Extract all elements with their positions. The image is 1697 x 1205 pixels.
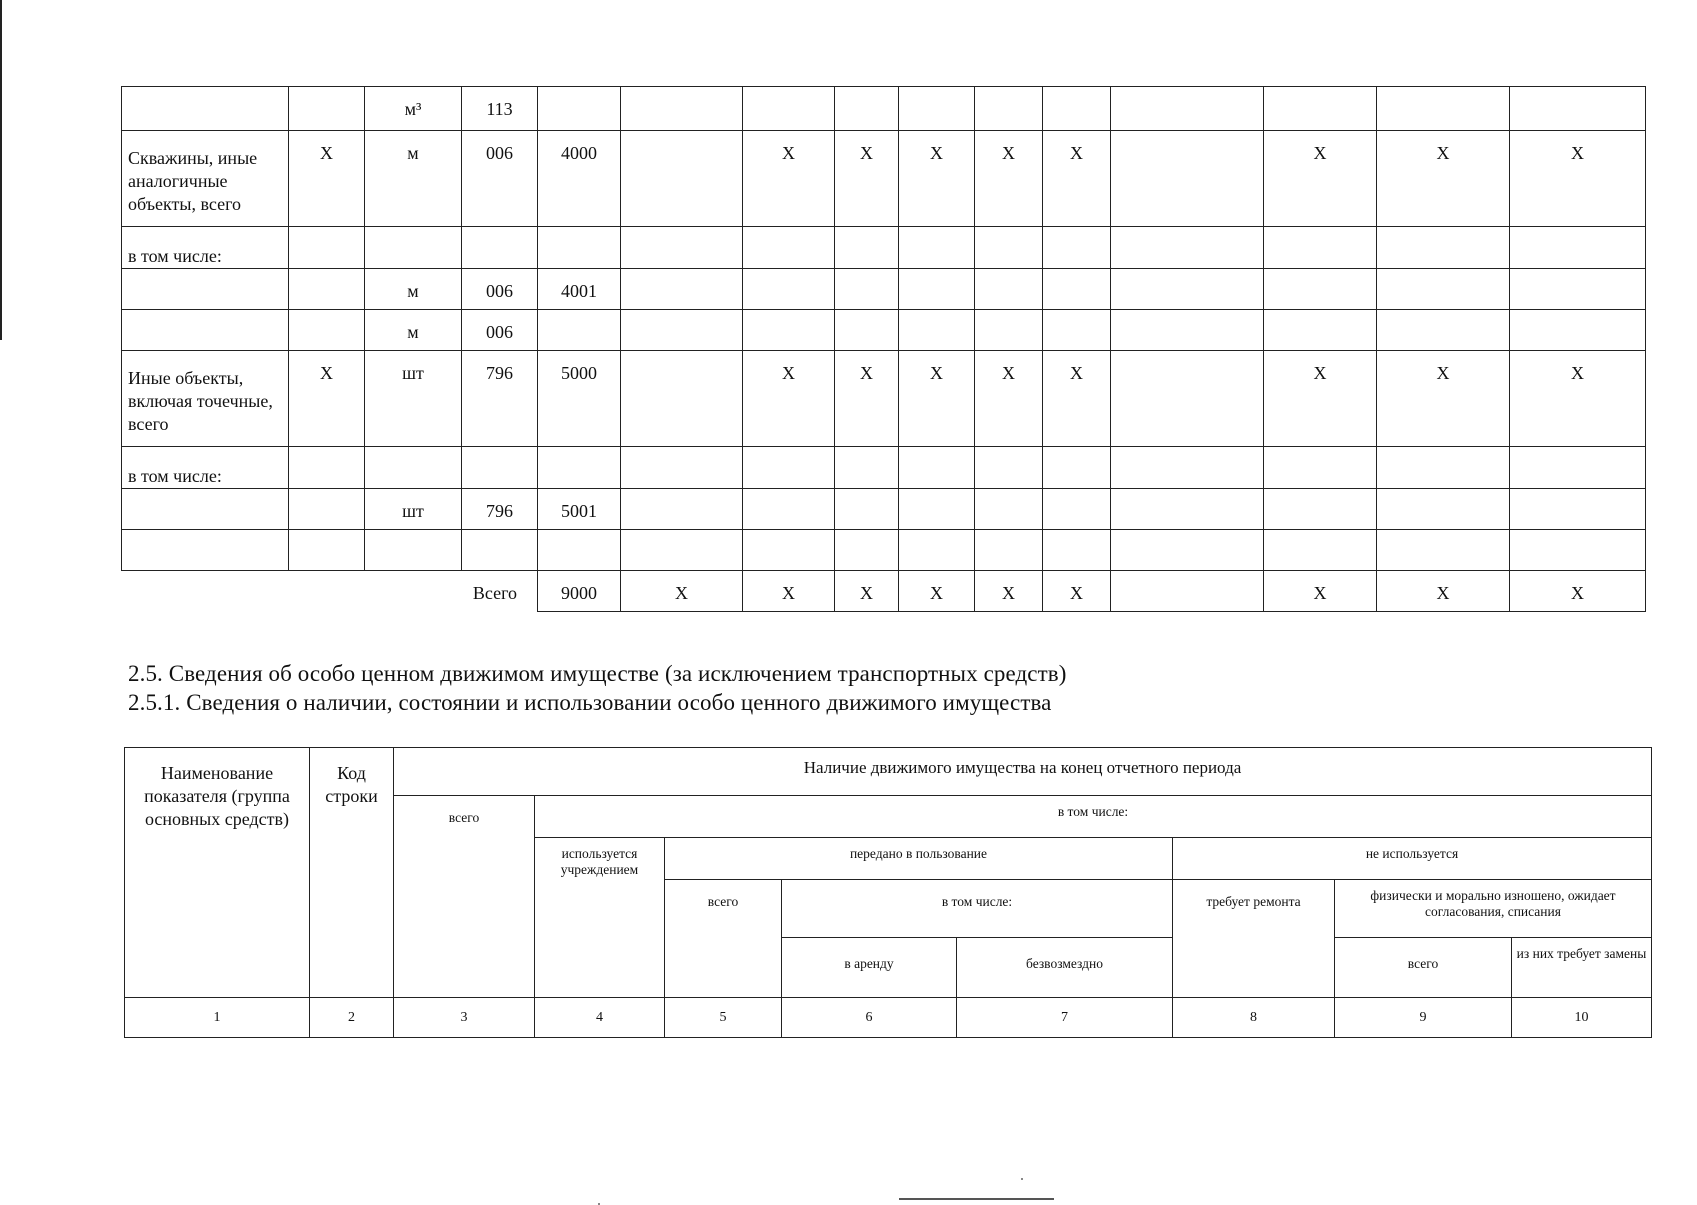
cell-unit: шт: [365, 351, 462, 447]
header-indicator-name: Наименование показателя (группа основных средств): [125, 748, 310, 998]
table-cell: X: [743, 351, 835, 447]
cell-x-mark: X: [835, 571, 899, 612]
total-label: Всего: [122, 571, 538, 612]
col-number: 10: [1512, 998, 1652, 1038]
table-row-total: [122, 571, 1646, 612]
table-row: [122, 310, 1646, 351]
table-cell: [1111, 489, 1264, 530]
table-cell: [835, 447, 899, 489]
header-used-by-institution: используется учреждением: [535, 838, 665, 998]
table-cell: [1111, 87, 1264, 131]
table-cell: [1264, 227, 1377, 269]
table-cell: [621, 227, 743, 269]
table-row: [122, 227, 1646, 269]
col-number: 7: [957, 998, 1173, 1038]
cell-x-mark: X: [621, 571, 743, 612]
cell-x-mark: X: [289, 351, 365, 447]
cell-row-code: 5000: [538, 351, 621, 447]
cell-okei-code: 006: [462, 131, 538, 227]
table-cell: [1510, 489, 1646, 530]
table-cell: [1043, 447, 1111, 489]
table-cell: [835, 269, 899, 310]
table-immovable-objects: [121, 86, 1646, 612]
table-cell: [743, 530, 835, 571]
cell-x-mark: [289, 227, 365, 269]
header-row-code: Код строки: [310, 748, 394, 998]
cell-unit: шт: [365, 489, 462, 530]
header-free-of-charge: безвозмездно: [957, 938, 1173, 998]
header-needs-replacement: из них требует замены: [1512, 938, 1652, 998]
cell-indicator-name: [122, 530, 289, 571]
cell-x-mark: [289, 310, 365, 351]
cell-indicator-name: в том числе:: [122, 227, 289, 269]
table-cell: X: [975, 351, 1043, 447]
table-cell: [1264, 269, 1377, 310]
cell-indicator-name: [122, 489, 289, 530]
table-cell: [1264, 530, 1377, 571]
table-row: [122, 131, 1646, 227]
cell-row-code: [538, 530, 621, 571]
table-cell: [1377, 310, 1510, 351]
table-cell: [621, 131, 743, 227]
header-transferred: передано в пользование: [665, 838, 1173, 880]
table-cell: [743, 269, 835, 310]
table-cell: X: [1510, 351, 1646, 447]
table-cell: [1510, 530, 1646, 571]
table-cell: X: [1264, 351, 1377, 447]
cell-indicator-name: [122, 310, 289, 351]
table-cell: X: [899, 131, 975, 227]
table-cell: [899, 310, 975, 351]
header-transferred-including: в том числе:: [782, 880, 1173, 938]
table-cell: X: [835, 351, 899, 447]
table-cell: [1111, 131, 1264, 227]
cell-row-code: [538, 87, 621, 131]
table-cell: [1111, 447, 1264, 489]
table-cell: [835, 530, 899, 571]
col-number: 9: [1335, 998, 1512, 1038]
cell-row-code: 4000: [538, 131, 621, 227]
cell-row-code: 5001: [538, 489, 621, 530]
cell-unit: м³: [365, 87, 462, 131]
cell-okei-code: 796: [462, 351, 538, 447]
cell-x-mark: [289, 269, 365, 310]
cell-okei-code: 006: [462, 269, 538, 310]
table-cell: [1043, 227, 1111, 269]
cell-indicator-name: [122, 87, 289, 131]
table-cell: [1377, 269, 1510, 310]
cell-okei-code: [462, 530, 538, 571]
table-cell: [1510, 310, 1646, 351]
col-number: 3: [394, 998, 535, 1038]
cell-indicator-name: Иные объекты, включая точечные, всего: [122, 351, 289, 447]
table-cell: [1510, 227, 1646, 269]
table-cell: [1264, 489, 1377, 530]
table-cell: [1377, 489, 1510, 530]
table-cell: [1043, 310, 1111, 351]
cell-okei-code: [462, 447, 538, 489]
table-cell: [1043, 87, 1111, 131]
cell-x-mark: X: [1377, 571, 1510, 612]
cell-x-mark: X: [1510, 571, 1646, 612]
header-availability: Наличие движимого имущества на конец отчетного периода: [394, 748, 1652, 796]
cell-row-code: [538, 227, 621, 269]
header-rent: в аренду: [782, 938, 957, 998]
table-cell: [1377, 447, 1510, 489]
table-cell: [835, 227, 899, 269]
table-cell: [975, 530, 1043, 571]
section-heading-2-5: 2.5. Сведения об особо ценном движимом имуществе (за исключением транспортных средств): [128, 661, 1067, 686]
table-cell: [1377, 227, 1510, 269]
cell-x-mark: [289, 447, 365, 489]
table-cell: [1264, 310, 1377, 351]
table-row: [122, 489, 1646, 530]
table-cell: [1264, 87, 1377, 131]
table-cell: [1510, 447, 1646, 489]
table-cell: [1043, 489, 1111, 530]
cell-row-code: [538, 447, 621, 489]
table-cell: [743, 87, 835, 131]
table-cell: [899, 530, 975, 571]
table-cell: [621, 87, 743, 131]
cell-okei-code: [462, 227, 538, 269]
table-cell: [1043, 530, 1111, 571]
table-cell: [899, 87, 975, 131]
cell-unit: м: [365, 269, 462, 310]
table-cell: X: [975, 131, 1043, 227]
table-cell: [1264, 447, 1377, 489]
header-total: всего: [394, 796, 535, 998]
table-row: [122, 87, 1646, 131]
table-row: [122, 351, 1646, 447]
table-cell: [621, 351, 743, 447]
table-cell: X: [1510, 131, 1646, 227]
table-cell: [1111, 530, 1264, 571]
table-cell: [1510, 87, 1646, 131]
cell-x-mark: X: [1264, 571, 1377, 612]
table-cell: X: [1377, 351, 1510, 447]
table-cell: [743, 447, 835, 489]
cell-unit: [365, 530, 462, 571]
col-number: 1: [125, 998, 310, 1038]
table-cell: X: [899, 351, 975, 447]
table-cell: [1111, 227, 1264, 269]
table-cell: [975, 310, 1043, 351]
table-cell: [621, 489, 743, 530]
cell-row-code: [538, 310, 621, 351]
cell-unit: м: [365, 131, 462, 227]
cell-okei-code: 006: [462, 310, 538, 351]
table-cell: [743, 310, 835, 351]
table-cell: [835, 87, 899, 131]
cell-unit: [365, 227, 462, 269]
cell-unit: м: [365, 310, 462, 351]
cell-x-mark: [289, 489, 365, 530]
table-cell: X: [1043, 351, 1111, 447]
table-row: [122, 269, 1646, 310]
table-cell: [1111, 351, 1264, 447]
table-cell: [621, 310, 743, 351]
col-number: 2: [310, 998, 394, 1038]
table-cell: [899, 447, 975, 489]
cell-indicator-name: Скважины, иные аналогичные объекты, всего: [122, 131, 289, 227]
table-cell: X: [743, 131, 835, 227]
cell-indicator-name: [122, 269, 289, 310]
table-cell: [899, 489, 975, 530]
col-number: 4: [535, 998, 665, 1038]
col-number: 6: [782, 998, 957, 1038]
table-cell: [1111, 310, 1264, 351]
table-cell: X: [1377, 131, 1510, 227]
header-needs-repair: требует ремонта: [1173, 880, 1335, 998]
cell-x-mark: X: [743, 571, 835, 612]
table-cell: [835, 489, 899, 530]
table-cell: [621, 530, 743, 571]
cell-x-mark: [289, 530, 365, 571]
header-worn-out: физически и морально изношено, ожидает согласования, списания: [1335, 880, 1652, 938]
cell-okei-code: 113: [462, 87, 538, 131]
table-cell: X: [1264, 131, 1377, 227]
table-cell: X: [835, 131, 899, 227]
table-cell: [975, 269, 1043, 310]
cell-x-mark: X: [289, 131, 365, 227]
cell-x-mark: [289, 87, 365, 131]
table-movable-property: [124, 747, 1652, 1038]
table-cell: [743, 489, 835, 530]
header-not-used: не используется: [1173, 838, 1652, 880]
table-row: [122, 530, 1646, 571]
col-number: 5: [665, 998, 782, 1038]
table-cell: [975, 489, 1043, 530]
table-cell: X: [1043, 131, 1111, 227]
cell-unit: [365, 447, 462, 489]
scan-speck: [1021, 1178, 1023, 1180]
table-cell: [1377, 87, 1510, 131]
cell-x-mark: X: [975, 571, 1043, 612]
table-cell: [835, 310, 899, 351]
table-cell: [975, 87, 1043, 131]
cell-x-mark: X: [899, 571, 975, 612]
scan-edge-line: [0, 0, 2, 340]
table-cell: [1111, 571, 1264, 612]
header-including: в том числе:: [535, 796, 1652, 838]
table-cell: [743, 227, 835, 269]
cell-x-mark: X: [1043, 571, 1111, 612]
col-number: 8: [1173, 998, 1335, 1038]
total-code: 9000: [538, 571, 621, 612]
section-heading-2-5-1: 2.5.1. Сведения о наличии, состоянии и использовании особо ценного движимого имущества: [128, 690, 1052, 715]
table-cell: [621, 269, 743, 310]
table-cell: [975, 227, 1043, 269]
header-worn-total: всего: [1335, 938, 1512, 998]
table-cell: [1043, 269, 1111, 310]
table-row: [122, 447, 1646, 489]
table-cell: [621, 447, 743, 489]
table-cell: [1377, 530, 1510, 571]
cell-indicator-name: в том числе:: [122, 447, 289, 489]
table-cell: [1510, 269, 1646, 310]
table-cell: [1111, 269, 1264, 310]
table-cell: [975, 447, 1043, 489]
cell-row-code: 4001: [538, 269, 621, 310]
table-cell: [899, 227, 975, 269]
cell-okei-code: 796: [462, 489, 538, 530]
table-cell: [899, 269, 975, 310]
header-transferred-total: всего: [665, 880, 782, 998]
